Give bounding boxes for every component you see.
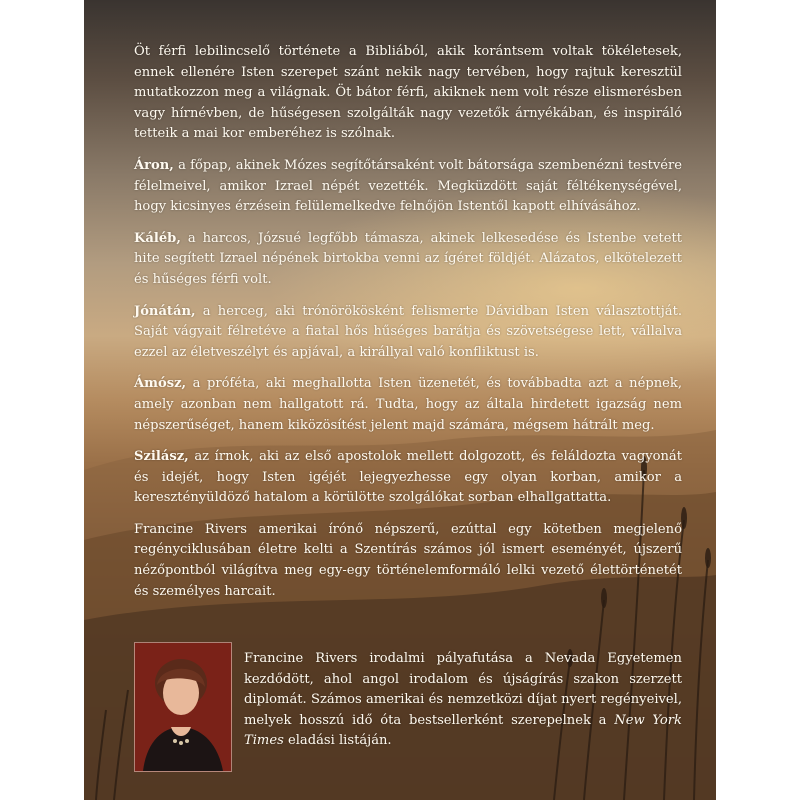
character-name: Káléb, xyxy=(134,230,181,246)
author-bio-text: Francine Rivers irodalmi pályafutása a Nevada Egyetemen kezdődött, ahol angol irodalom és újságírás szakon szerzett diplomát. Számos amerikai és nemzetközi díjat nyert regényeivel, melyek hosszú idő óta bestsellerként szerepelnek a xyxy=(244,651,682,728)
character-paragraph-aron xyxy=(134,156,682,218)
character-paragraph-szilasz xyxy=(134,447,682,509)
character-description: a herceg, aki trónörökösként felismerte Dávidban Isten választottját. Saját vágyait félretéve a fiatal hős hűséges barátja és szövetségese lett, vállalva ezzel az életveszélyt és apjával, a királlyal való konfliktust is. xyxy=(134,303,682,360)
character-description: a főpap, akinek Mózes segítőtársaként volt bátorsága szembenézni testvére félelmeivel, amikor Izrael népét vezették. Megküzdött saját féltékenységével, hogy kicsinyes érzésein felülemelkedve felnőjön Istentől kapott elhívásához. xyxy=(134,157,682,215)
character-paragraph-amosz xyxy=(134,374,682,436)
author-photo xyxy=(134,642,232,772)
back-cover xyxy=(84,0,716,800)
character-name: Ámósz, xyxy=(134,376,187,392)
character-description: a harcos, Józsué legfőbb támasza, akinek lelkesedése és Istenbe vetett hite segített Izrael népének birtokba venni az ígéret földjét. Alázatos, elkötelezett és hűséges férfi volt. xyxy=(134,230,682,287)
intro-paragraph: Öt férfi lebilincselő története a Bibliából, akik korántsem voltak tökéletesek, ennek ellenére Isten szerepet szánt nekik nagy tervében, hogy rajtuk keresztül mutatkozzon meg a világnak. Öt bátor férfi, akiknek nem volt része elismerésben vagy hírnévben, de hűségesen szolgálták nagy vezetők árnyékában, és inspiráló tetteik a mai kor emberéhez is szólnak. xyxy=(134,44,682,142)
description-text xyxy=(134,42,682,613)
character-description: az írnok, aki az első apostolok mellett dolgozott, és feláldozta vagyonát és idejét, hogy Isten igéjét lejegyezhesse egy olyan korban, amikor a keresztényüldöző hatalom a körülötte szolgálókat sorban elhallgattatta. xyxy=(134,449,682,506)
author-bio xyxy=(244,649,682,752)
summary-paragraph: Francine Rivers amerikai írónő népszerű, ezúttal egy kötetben megjelenő regényciklusában életre kelti a Szentírás számos jól ismert eseményét, újszerű nézőpontból világítva meg egy-egy történelemformáló lelki vezető élettörténetét és személyes harcait. xyxy=(134,521,682,599)
character-paragraph-jonatan xyxy=(134,302,682,364)
character-name: Jónátán, xyxy=(134,303,196,319)
character-paragraph-kaleb xyxy=(134,229,682,291)
author-bio-end: eladási listáján. xyxy=(283,733,392,749)
character-description: a próféta, aki meghallotta Isten üzenetét, és továbbadta azt a népnek, amely azonban nem hallgatott rá. Tudta, hogy az általa hirdetett igazság nem népszerűséget, hanem kiközösítést jelent majd számára, mégsem hátrált meg. xyxy=(134,376,682,433)
character-name: Szilász, xyxy=(134,449,189,465)
author-bio-newspaper: New York Times xyxy=(244,712,682,749)
author-portrait-icon xyxy=(135,643,231,771)
character-name: Áron, xyxy=(134,157,174,173)
